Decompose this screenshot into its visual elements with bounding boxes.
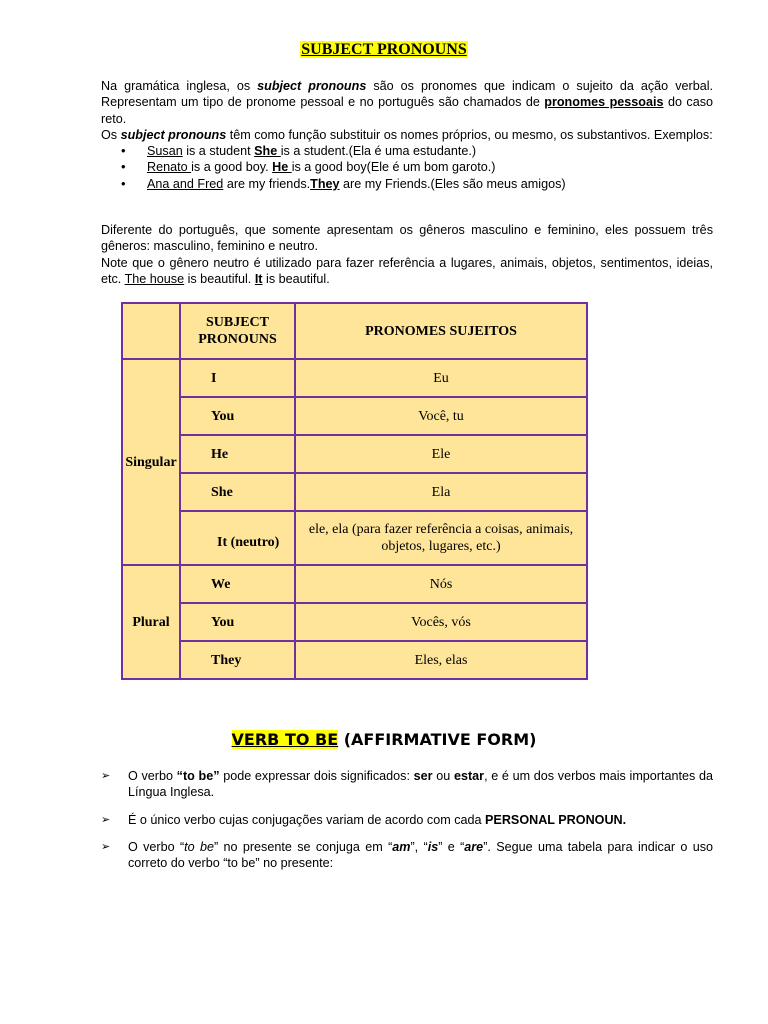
table-header-subject-pronouns: SUBJECT PRONOUNS bbox=[180, 303, 295, 359]
table-header-empty bbox=[122, 303, 180, 359]
translation-cell: Ela bbox=[295, 473, 587, 511]
verb-to-be-title: VERB TO BE (AFFIRMATIVE FORM) bbox=[231, 730, 537, 749]
translation-cell: Você, tu bbox=[295, 397, 587, 435]
table-row bbox=[122, 359, 587, 397]
pronoun-cell: You bbox=[180, 397, 295, 435]
plural-label: Plural bbox=[122, 565, 180, 679]
list-item: ➢ O verbo “to be” no presente se conjuga em “am”, “is” e “are”. Segue uma tabela para indicar o uso correto do verbo “to be” no presente: bbox=[101, 839, 714, 871]
singular-label: Singular bbox=[122, 359, 180, 565]
pronoun-cell: You bbox=[180, 603, 295, 641]
table-header-pronomes-sujeitos: PRONOMES SUJEITOS bbox=[295, 303, 587, 359]
example-item: • Renato is a good boy. He is a good boy(Ele é um bom garoto.) bbox=[101, 159, 713, 175]
pronoun-cell: I bbox=[180, 359, 295, 397]
arrow-bullet-icon: ➢ bbox=[101, 812, 111, 826]
pronoun-cell: She bbox=[180, 473, 295, 511]
table-row bbox=[122, 511, 587, 565]
gender-paragraph-1: Diferente do português, que somente apresentam os gêneros masculino e feminino, eles possuem três gêneros: masculino, feminino e neutro. bbox=[101, 223, 713, 254]
translation-cell: Eles, elas bbox=[295, 641, 587, 679]
translation-cell: Ele bbox=[295, 435, 587, 473]
translation-cell: Eu bbox=[295, 359, 587, 397]
table-row bbox=[122, 473, 587, 511]
pronoun-cell: They bbox=[180, 641, 295, 679]
verb-to-be-list bbox=[101, 768, 713, 882]
pronoun-cell: We bbox=[180, 565, 295, 603]
translation-cell: Nós bbox=[295, 565, 587, 603]
arrow-bullet-icon: ➢ bbox=[101, 839, 111, 853]
list-item: ➢ O verbo “to be” pode expressar dois significados: ser ou estar, e é um dos verbos mais importantes da Língua Inglesa. bbox=[101, 769, 714, 800]
gender-section bbox=[101, 222, 713, 287]
examples-list bbox=[101, 143, 713, 192]
intro-paragraph-1: Na gramática inglesa, os subject pronouns são os pronomes que indicam o sujeito da ação verbal. Representam um tipo de pronome pessoal e no português são chamados de pronomes pessoais do caso reto. bbox=[101, 79, 713, 126]
subject-pronouns-table bbox=[121, 302, 588, 680]
page-title: SUBJECT PRONOUNS bbox=[301, 41, 467, 58]
table-row bbox=[122, 435, 587, 473]
intro-paragraph-2: Os subject pronouns têm como função substituir os nomes próprios, ou mesmo, os substantivos. Exemplos: bbox=[101, 127, 713, 142]
example-item: • Ana and Fred are my friends.They are my Friends.(Eles são meus amigos) bbox=[101, 176, 713, 192]
pronoun-cell: It (neutro) bbox=[180, 511, 295, 565]
gender-paragraph-2: Note que o gênero neutro é utilizado para fazer referência a lugares, animais, objetos, sentimentos, ideias, etc. The house is beautiful. It is beautiful. bbox=[101, 255, 713, 286]
table-row bbox=[122, 397, 587, 435]
translation-cell: ele, ela (para fazer referência a coisas, animais, objetos, lugares, etc.) bbox=[295, 511, 587, 565]
table-row bbox=[122, 641, 587, 679]
table-header-row bbox=[122, 303, 587, 359]
translation-cell: Vocês, vós bbox=[295, 603, 587, 641]
pronoun-cell: He bbox=[180, 435, 295, 473]
table-row bbox=[122, 565, 587, 603]
arrow-bullet-icon: ➢ bbox=[101, 769, 111, 782]
table-row bbox=[122, 603, 587, 641]
intro-section bbox=[101, 78, 713, 192]
example-item: • Susan is a student She is a student.(Ela é uma estudante.) bbox=[101, 143, 713, 159]
list-item: ➢ É o único verbo cujas conjugações variam de acordo com cada PERSONAL PRONOUN. bbox=[101, 812, 627, 827]
